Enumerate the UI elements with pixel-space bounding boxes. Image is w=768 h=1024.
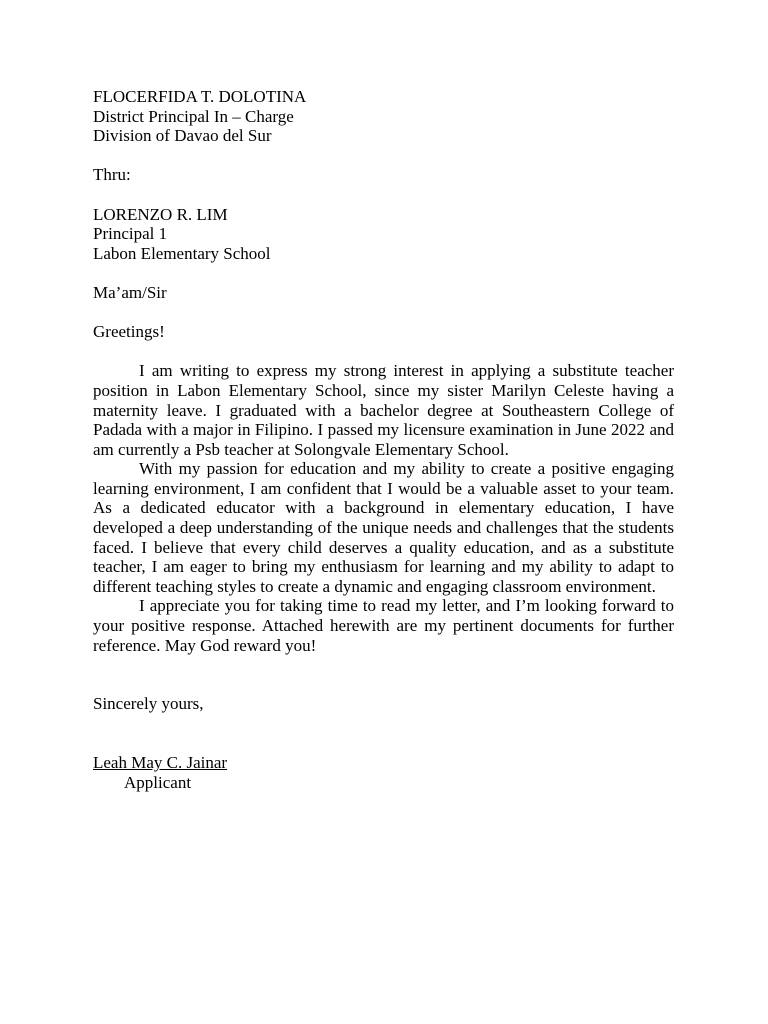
thru-block	[93, 205, 674, 264]
signature-block	[93, 753, 674, 792]
spacer	[93, 714, 674, 753]
greeting: Greetings!	[93, 322, 165, 342]
closing: Sincerely yours,	[93, 694, 204, 714]
thru-school: Labon Elementary School	[93, 243, 271, 263]
letter-page	[93, 87, 674, 792]
body-paragraph-1: I am writing to express my strong interest in applying a substitute teacher position in Labon Elementary School, since my sister Marilyn Celeste having a maternity leave. I graduated with a bachelor degree at Southeastern College of Padada with a major in Filipino. I passed my licensure examination in June 2022 and am currently a Psb teacher at Solongvale Elementary School.	[93, 361, 674, 459]
body-paragraph-2: With my passion for education and my ability to create a positive engaging learning environment, I am confident that I would be a valuable asset to your team. As a dedicated educator with a background in elementary education, I have developed a deep understanding of the unique needs and challenges that the students faced. I believe that every child deserves a quality education, and as a substitute teacher, I am eager to bring my enthusiasm for learning and my ability to adapt to different teaching styles to create a dynamic and engaging classroom environment.	[93, 459, 674, 596]
spacer	[93, 146, 674, 166]
spacer	[93, 303, 674, 323]
recipient-title: District Principal In – Charge	[93, 106, 294, 126]
recipient-division: Division of Davao del Sur	[93, 126, 272, 146]
body-paragraph-3: I appreciate you for taking time to read my letter, and I’m looking forward to your positive response. Attached herewith are my pertinent documents for further reference. May God reward you!	[93, 596, 674, 655]
spacer	[93, 655, 674, 694]
thru-title: Principal 1	[93, 224, 168, 244]
letter-body	[93, 361, 674, 655]
thru-name: LORENZO R. LIM	[93, 204, 228, 224]
thru-label: Thru:	[93, 165, 131, 185]
signature-name: Leah May C. Jainar	[93, 753, 228, 773]
spacer	[93, 342, 674, 362]
spacer	[93, 263, 674, 283]
salutation: Ma’am/Sir	[93, 282, 167, 302]
spacer	[93, 185, 674, 205]
recipient-name: FLOCERFIDA T. DOLOTINA	[93, 87, 307, 106]
signature-title: Applicant	[124, 772, 192, 792]
recipient-block	[93, 87, 674, 146]
